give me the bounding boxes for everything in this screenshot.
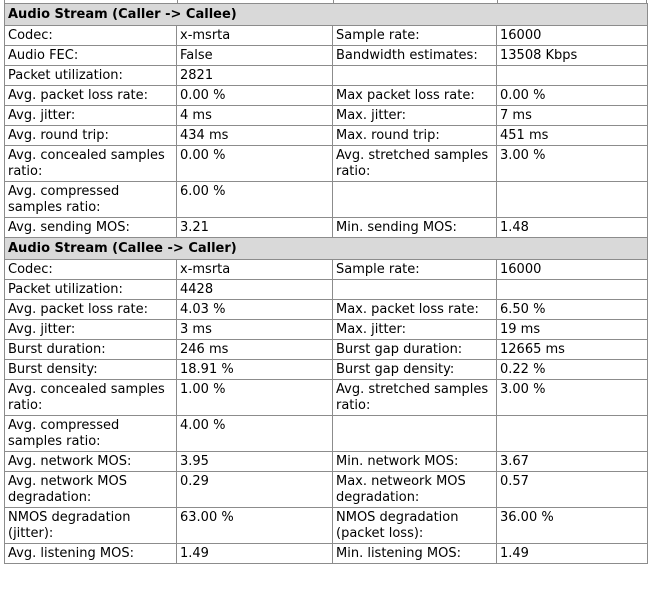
table-row <box>5 218 648 238</box>
table-row <box>5 380 648 416</box>
stat-label: Audio FEC: <box>5 46 177 66</box>
stat-value: 13508 Kbps <box>497 46 648 66</box>
stat-value: 36.00 % <box>497 508 648 544</box>
stat-label <box>333 280 497 300</box>
table-row <box>5 182 648 218</box>
stat-value: 4.03 % <box>177 300 333 320</box>
stat-value: 6.50 % <box>497 300 648 320</box>
stat-value: 0.00 % <box>177 146 333 182</box>
section-title: Audio Stream (Caller -> Callee) <box>5 4 648 26</box>
stat-label: Avg. listening MOS: <box>5 544 177 564</box>
stat-value: 3.67 <box>497 452 648 472</box>
stat-value: 3 ms <box>177 320 333 340</box>
stat-value: 7 ms <box>497 106 648 126</box>
stat-value: 19 ms <box>497 320 648 340</box>
stat-value: 3.00 % <box>497 380 648 416</box>
table-row <box>5 472 648 508</box>
stat-label: Avg. compressed samples ratio: <box>5 416 177 452</box>
stat-label: Bandwidth estimates: <box>333 46 497 66</box>
stat-value: 246 ms <box>177 340 333 360</box>
stat-label: Sample rate: <box>333 260 497 280</box>
stat-label: Burst duration: <box>5 340 177 360</box>
column-divider <box>333 0 334 3</box>
stat-value: 451 ms <box>497 126 648 146</box>
table-row <box>5 544 648 564</box>
stat-value: 16000 <box>497 260 648 280</box>
stat-value: 0.00 % <box>497 86 648 106</box>
stat-value: 3.00 % <box>497 146 648 182</box>
stat-label: Max. round trip: <box>333 126 497 146</box>
table-row <box>5 146 648 182</box>
table-row <box>5 280 648 300</box>
table-row <box>5 106 648 126</box>
stat-value: False <box>177 46 333 66</box>
table-top-edge <box>4 0 647 3</box>
stat-label: Sample rate: <box>333 26 497 46</box>
stat-label: Avg. network MOS degradation: <box>5 472 177 508</box>
stat-value: 16000 <box>497 26 648 46</box>
stat-value: 0.00 % <box>177 86 333 106</box>
stat-label: Packet utilization: <box>5 66 177 86</box>
stat-label: Avg. stretched samples ratio: <box>333 146 497 182</box>
stat-value: 0.57 <box>497 472 648 508</box>
stat-label: Max. jitter: <box>333 320 497 340</box>
table-row <box>5 300 648 320</box>
section-header-row <box>5 4 648 26</box>
stat-label: Min. listening MOS: <box>333 544 497 564</box>
stat-value: 0.29 <box>177 472 333 508</box>
stat-label: Min. network MOS: <box>333 452 497 472</box>
stat-value: 1.00 % <box>177 380 333 416</box>
stat-label: Avg. network MOS: <box>5 452 177 472</box>
table-row <box>5 320 648 340</box>
stat-value: 3.95 <box>177 452 333 472</box>
stat-value: 4428 <box>177 280 333 300</box>
stat-value: 434 ms <box>177 126 333 146</box>
column-divider <box>497 0 498 3</box>
section-header-row <box>5 238 648 260</box>
stat-label: Avg. jitter: <box>5 106 177 126</box>
stat-value: x-msrta <box>177 260 333 280</box>
table-row <box>5 26 648 46</box>
stat-value: x-msrta <box>177 26 333 46</box>
stat-label: Avg. concealed samples ratio: <box>5 380 177 416</box>
column-divider <box>177 0 178 3</box>
stat-label: Max packet loss rate: <box>333 86 497 106</box>
stat-label <box>333 66 497 86</box>
stat-label <box>333 182 497 218</box>
stat-label: Avg. stretched samples ratio: <box>333 380 497 416</box>
stat-label: Packet utilization: <box>5 280 177 300</box>
stat-value: 4 ms <box>177 106 333 126</box>
table-row <box>5 46 648 66</box>
stat-value <box>497 416 648 452</box>
table-row <box>5 416 648 452</box>
stat-value <box>497 280 648 300</box>
stat-value: 1.49 <box>177 544 333 564</box>
stat-label: Max. jitter: <box>333 106 497 126</box>
stat-value: 3.21 <box>177 218 333 238</box>
table-row <box>5 260 648 280</box>
stat-label: Max. netweork MOS degradation: <box>333 472 497 508</box>
stat-value: 6.00 % <box>177 182 333 218</box>
stat-label: Avg. concealed samples ratio: <box>5 146 177 182</box>
stat-value <box>497 66 648 86</box>
table-row <box>5 360 648 380</box>
stat-value: 1.48 <box>497 218 648 238</box>
stat-value: 1.49 <box>497 544 648 564</box>
stat-value: 2821 <box>177 66 333 86</box>
stat-label: Avg. compressed samples ratio: <box>5 182 177 218</box>
section-title: Audio Stream (Callee -> Caller) <box>5 238 648 260</box>
table-row <box>5 126 648 146</box>
stat-label: Avg. sending MOS: <box>5 218 177 238</box>
stat-label: NMOS degradation (packet loss): <box>333 508 497 544</box>
stat-label: Avg. packet loss rate: <box>5 86 177 106</box>
stat-value <box>497 182 648 218</box>
stat-label: Codec: <box>5 260 177 280</box>
stat-label: Burst density: <box>5 360 177 380</box>
table-row <box>5 452 648 472</box>
stat-label: Min. sending MOS: <box>333 218 497 238</box>
table-row <box>5 86 648 106</box>
stat-label <box>333 416 497 452</box>
stat-label: NMOS degradation (jitter): <box>5 508 177 544</box>
table-row <box>5 66 648 86</box>
stat-value: 0.22 % <box>497 360 648 380</box>
stat-value: 18.91 % <box>177 360 333 380</box>
stat-label: Max. packet loss rate: <box>333 300 497 320</box>
stream-stats-panel <box>4 0 647 564</box>
table-row <box>5 340 648 360</box>
stat-label: Burst gap duration: <box>333 340 497 360</box>
stat-value: 63.00 % <box>177 508 333 544</box>
stat-label: Avg. round trip: <box>5 126 177 146</box>
stat-label: Codec: <box>5 26 177 46</box>
stat-value: 12665 ms <box>497 340 648 360</box>
stat-label: Avg. jitter: <box>5 320 177 340</box>
stat-value: 4.00 % <box>177 416 333 452</box>
stat-label: Avg. packet loss rate: <box>5 300 177 320</box>
audio-stream-table <box>4 3 648 564</box>
stat-label: Burst gap density: <box>333 360 497 380</box>
table-row <box>5 508 648 544</box>
